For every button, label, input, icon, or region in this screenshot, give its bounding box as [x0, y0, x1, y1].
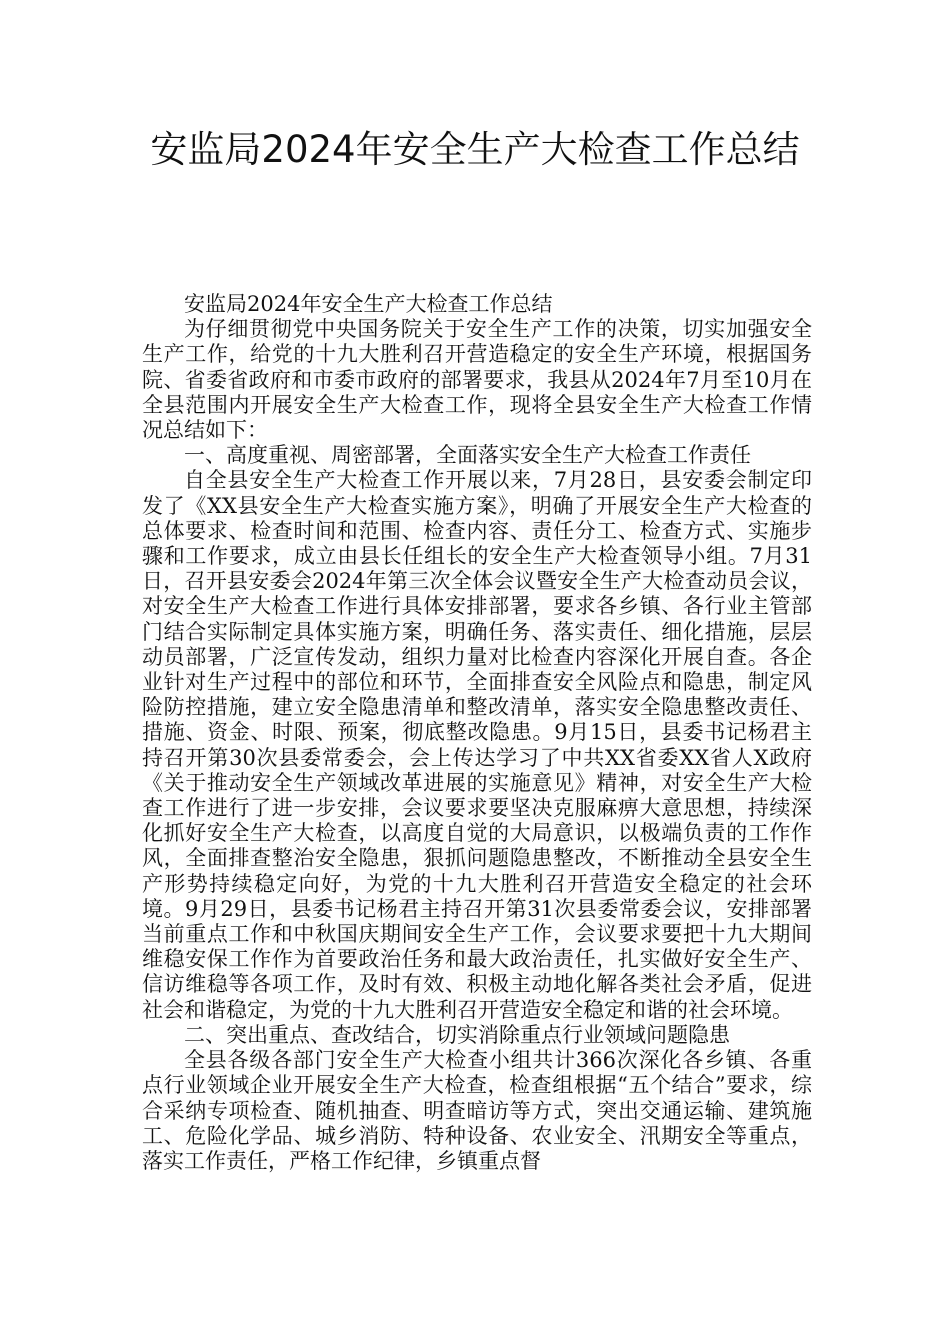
paragraph-subtitle: 安监局2024年安全生产大检查工作总结 [184, 292, 553, 316]
document-title: 安监局2024年安全生产大检查工作总结 [150, 128, 800, 171]
section-heading-1: 一、高度重视、周密部署，全面落实安全生产大检查工作责任 [184, 443, 751, 468]
paragraph-intro: 为仔细贯彻党中央国务院关于安全生产工作的决策，切实加强安全生产工作，给党的十九大胜利召开营造稳定的安全生产环境，根据国务院、省委省政府和市委市政府的部署要求，我县从2024年7月至10月在全县范围内开展安全生产大检查工作，现将全县安全生产大检查工作情况总结如下： [142, 317, 812, 443]
document-body [142, 292, 812, 1174]
paragraph-section-1: 自全县安全生产大检查工作开展以来，7月28日，县安委会制定印发了《XX县安全生产大检查实施方案》，明确了开展安全生产大检查的总体要求、检查时间和范围、检查内容、责任分工、检查方式、实施步骤和工作要求，成立由县长任组长的安全生产大检查领导小组。7月31日，召开县安委会2024年第三次全体会议暨安全生产大检查动员会议，对安全生产大检查工作进行具体安排部署，要求各乡镇、各行业主管部门结合实际制定具体实施方案，明确任务、落实责任、细化措施，层层动员部署，广泛宣传发动，组织力量对比检查内容深化开展自查。各企业针对生产过程中的部位和环节，全面排查安全风险点和隐患，制定风险防控措施，建立安全隐患清单和整改清单，落实安全隐患整改责任、措施、资金、时限、预案，彻底整改隐患。9月15日，县委书记杨君主持召开第30次县委常委会，会上传达学习了中共XX省委XX省人X政府《关于推动安全生产领域改革进展的实施意见》精神，对安全生产大检查工作进行了进一步安排，会议要求要坚决克服麻痹大意思想，持续深化抓好安全生产大检查，以高度自觉的大局意识，以极端负责的工作作风，全面排查整治安全隐患，狠抓问题隐患整改，不断推动全县安全生产形势持续稳定向好，为党的十九大胜利召开营造安全稳定的社会环境。9月29日，县委书记杨君主持召开第31次县委常委会议，安排部署当前重点工作和中秋国庆期间安全生产工作，会议要求要把十九大期间维稳安保工作作为首要政治任务和最大政治责任，扎实做好安全生产、信访维稳等各项工作，及时有效、积极主动地化解各类社会矛盾，促进社会和谐稳定，为党的十九大胜利召开营造安全稳定和谐的社会环境。 [142, 468, 812, 1022]
paragraph-section-2: 全县各级各部门安全生产大检查小组共计366次深化各乡镇、各重点行业领域企业开展安全生产大检查，检查组根据“五个结合”要求，综合采纳专项检查、随机抽查、明查暗访等方式，突出交通运输、建筑施工、危险化学品、城乡消防、特种设备、农业安全、汛期安全等重点，落实工作责任，严格工作纪律，乡镇重点督 [142, 1048, 812, 1173]
section-heading-2: 二、突出重点、查改结合，切实消除重点行业领域问题隐患 [184, 1022, 730, 1047]
